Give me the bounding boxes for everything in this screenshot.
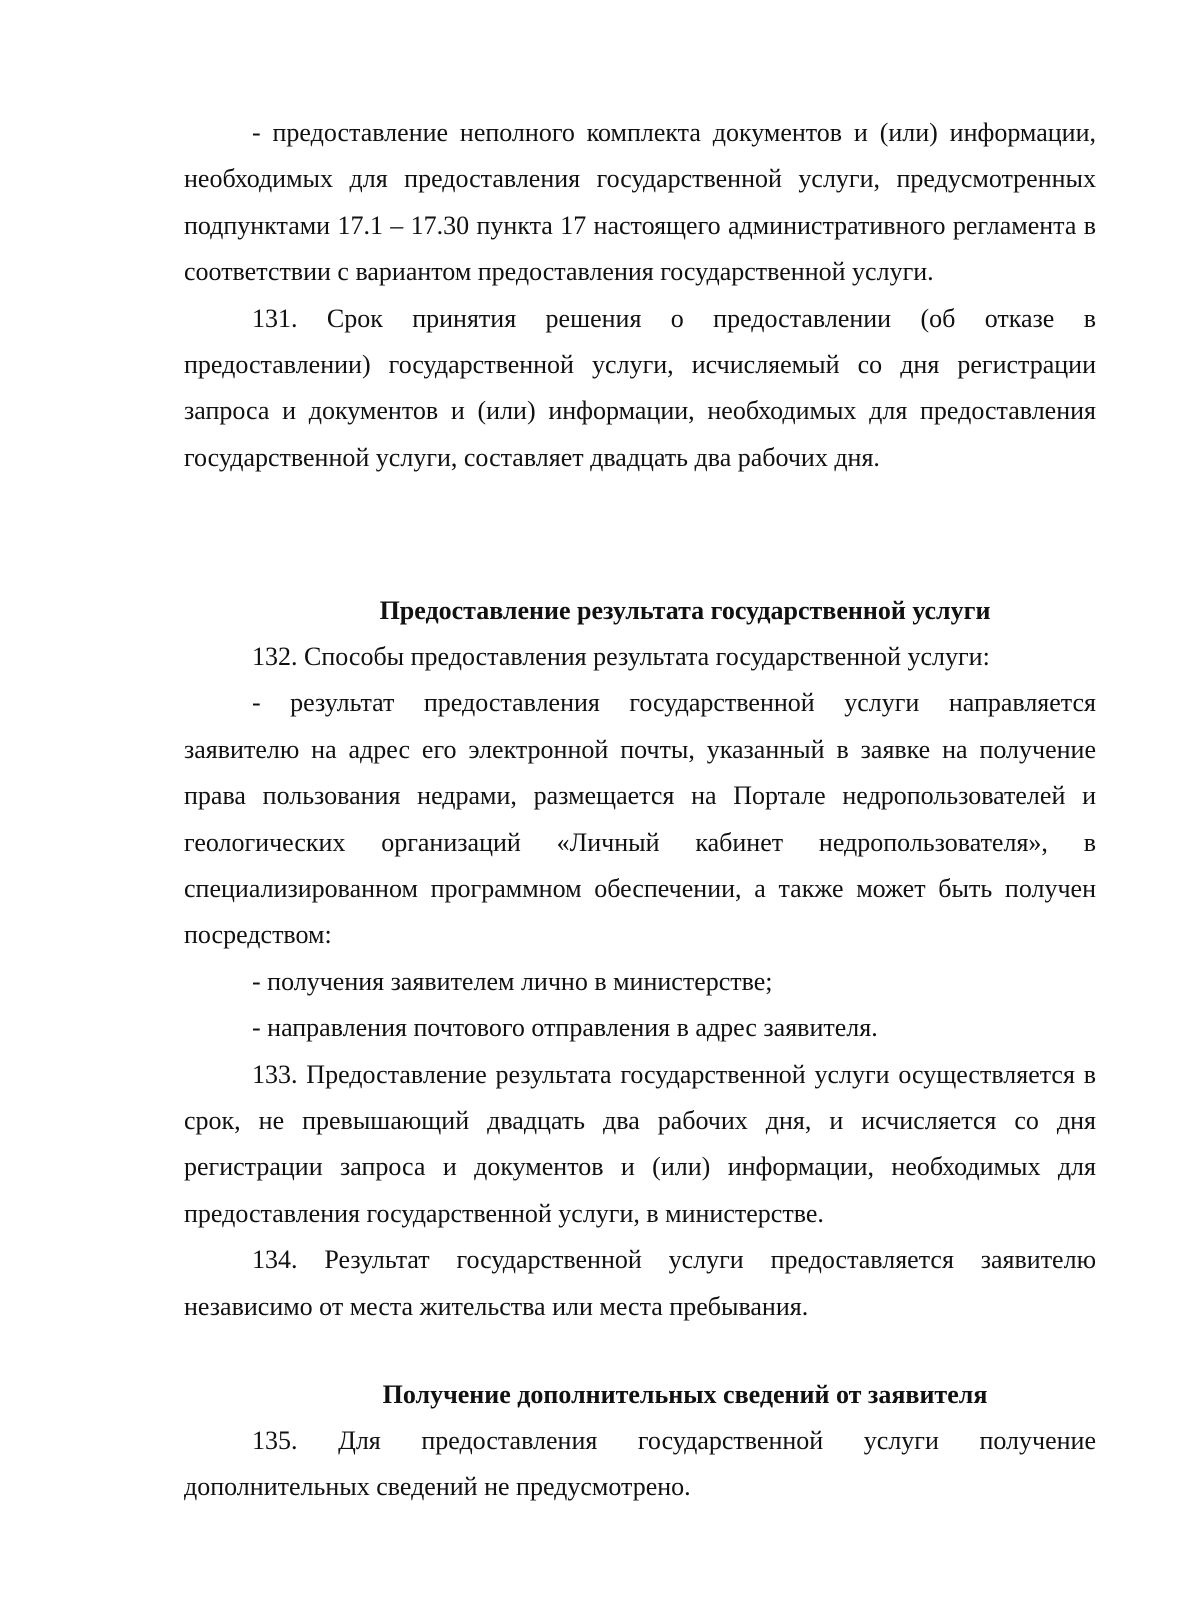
paragraph-132: 132. Способы предоставления результата государственной услуги: — [252, 642, 990, 671]
paragraph-incomplete-documents: - предоставление неполного комплекта документов и (или) информации, необходимых для предоставления государственной услуги, предусмотренных подпунктами 17.1 – 17.30 пункта 17 настоящего административного регламента в соответствии с вариантом предоставления государственной услуги. — [184, 118, 1096, 287]
heading-text: Предоставление результата государственной услуги — [379, 596, 991, 625]
section-heading-additional-info — [184, 1372, 1096, 1418]
paragraph-135: 135. Для предоставления государственной услуги получение дополнительных сведений не предусмотрено. — [184, 1426, 1096, 1502]
heading-text: Получение дополнительных сведений от заявителя — [382, 1380, 988, 1409]
paragraph-result-email: - результат предоставления государственной услуги направляется заявителю на адрес его электронной почты, указанный в заявке на получение права пользования недрами, размещается на Портале недропользователей и геологических организаций «Личный кабинет недропользователя», в специализированном программном обеспечении, а также может быть получен посредством: — [184, 688, 1096, 950]
paragraph-131: 131. Срок принятия решения о предоставлении (об отказе в предоставлении) государственной услуги, исчисляемый со дня регистрации запроса и документов и (или) информации, необходимых для предоставления государственной услуги, составляет двадцать два рабочих дня. — [184, 303, 1096, 472]
paragraph-134: 134. Результат государственной услуги предоставляется заявителю независимо от места жительства или места пребывания. — [184, 1245, 1096, 1321]
text-block-2 — [184, 634, 1096, 1330]
paragraph-133: 133. Предоставление результата государственной услуги осуществляется в срок, не превышающий двадцать два рабочих дня, и исчисляется со дня регистрации запроса и документов и (или) информации, необходимых для предоставления государственной услуги, в министерстве. — [184, 1059, 1096, 1228]
text-block-1 — [184, 110, 1096, 481]
paragraph-by-post: - направления почтового отправления в адрес заявителя. — [252, 1013, 878, 1043]
section-heading-result — [184, 588, 1096, 634]
paragraph-in-person: - получения заявителем лично в министерстве; — [252, 966, 773, 996]
text-block-3 — [184, 1418, 1096, 1511]
